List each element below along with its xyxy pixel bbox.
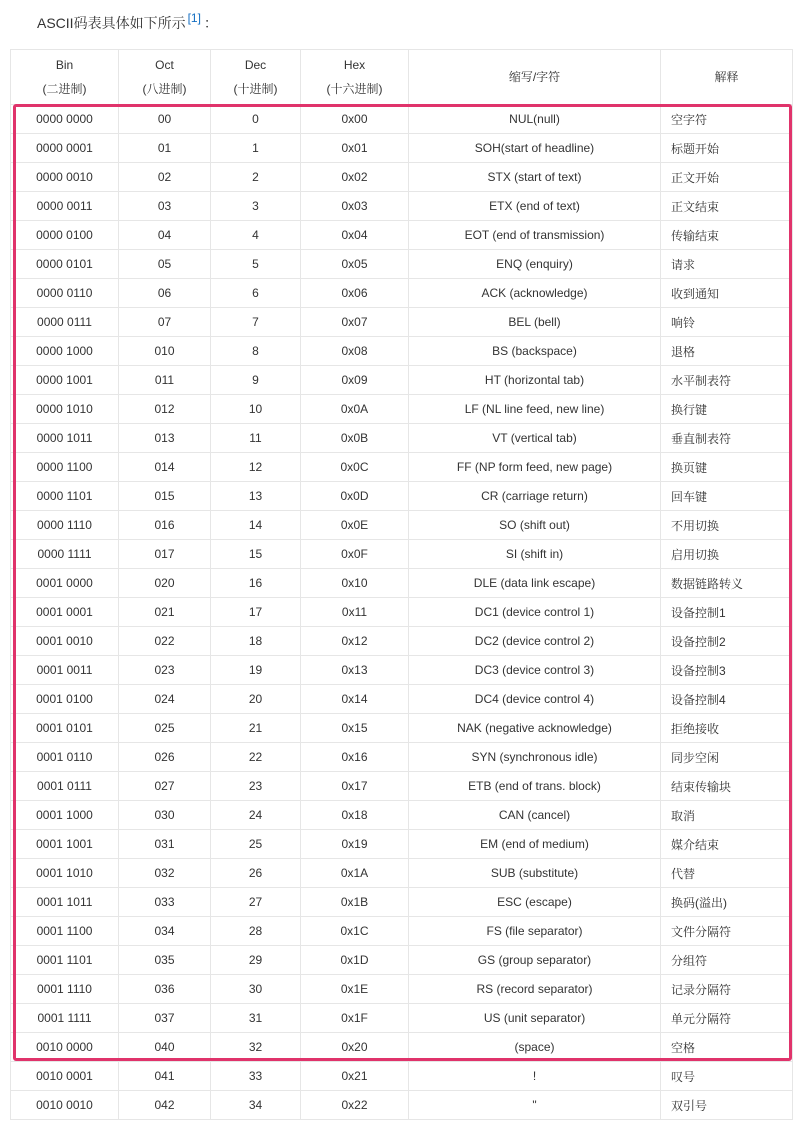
table-row bbox=[11, 134, 793, 163]
cell-hex: 0x1C bbox=[301, 917, 409, 946]
cell-bin: 0000 0100 bbox=[11, 221, 119, 250]
header-abbr-label: 缩写/字符 bbox=[508, 70, 561, 84]
cell-abbr: " bbox=[409, 1091, 661, 1120]
cell-abbr: SO (shift out) bbox=[409, 511, 661, 540]
cell-bin: 0001 1110 bbox=[11, 975, 119, 1004]
cell-abbr: DLE (data link escape) bbox=[409, 569, 661, 598]
cell-oct: 015 bbox=[119, 482, 211, 511]
header-bin-sub: (二进制) bbox=[42, 82, 87, 96]
cell-abbr: ETX (end of text) bbox=[409, 192, 661, 221]
cell-bin: 0001 1100 bbox=[11, 917, 119, 946]
cell-hex: 0x12 bbox=[301, 627, 409, 656]
cell-desc: 空格 bbox=[661, 1033, 793, 1062]
cell-abbr: DC4 (device control 4) bbox=[409, 685, 661, 714]
reference-link[interactable]: [1] bbox=[187, 11, 201, 26]
cell-oct: 014 bbox=[119, 453, 211, 482]
table-row bbox=[11, 569, 793, 598]
table-row bbox=[11, 482, 793, 511]
cell-oct: 025 bbox=[119, 714, 211, 743]
cell-abbr: ! bbox=[409, 1062, 661, 1091]
cell-hex: 0x1D bbox=[301, 946, 409, 975]
cell-desc: 换行键 bbox=[661, 395, 793, 424]
cell-desc: 媒介结束 bbox=[661, 830, 793, 859]
cell-dec: 31 bbox=[211, 1004, 301, 1033]
cell-hex: 0x0C bbox=[301, 453, 409, 482]
cell-desc: 启用切换 bbox=[661, 540, 793, 569]
table-row bbox=[11, 308, 793, 337]
intro-colon: ： bbox=[203, 15, 218, 31]
cell-hex: 0x02 bbox=[301, 163, 409, 192]
table-row bbox=[11, 801, 793, 830]
cell-bin: 0001 0000 bbox=[11, 569, 119, 598]
cell-desc: 文件分隔符 bbox=[661, 917, 793, 946]
cell-desc: 同步空闲 bbox=[661, 743, 793, 772]
cell-abbr: ENQ (enquiry) bbox=[409, 250, 661, 279]
cell-bin: 0001 0001 bbox=[11, 598, 119, 627]
cell-hex: 0x04 bbox=[301, 221, 409, 250]
table-row bbox=[11, 685, 793, 714]
cell-abbr: US (unit separator) bbox=[409, 1004, 661, 1033]
cell-abbr: CAN (cancel) bbox=[409, 801, 661, 830]
cell-abbr: RS (record separator) bbox=[409, 975, 661, 1004]
cell-oct: 023 bbox=[119, 656, 211, 685]
cell-desc: 退格 bbox=[661, 337, 793, 366]
cell-hex: 0x15 bbox=[301, 714, 409, 743]
cell-dec: 10 bbox=[211, 395, 301, 424]
cell-hex: 0x0D bbox=[301, 482, 409, 511]
table-row bbox=[11, 917, 793, 946]
cell-abbr: FS (file separator) bbox=[409, 917, 661, 946]
cell-desc: 标题开始 bbox=[661, 134, 793, 163]
cell-dec: 20 bbox=[211, 685, 301, 714]
cell-hex: 0x0E bbox=[301, 511, 409, 540]
cell-oct: 041 bbox=[119, 1062, 211, 1091]
cell-bin: 0001 1111 bbox=[11, 1004, 119, 1033]
cell-bin: 0000 0001 bbox=[11, 134, 119, 163]
cell-dec: 17 bbox=[211, 598, 301, 627]
header-oct bbox=[119, 50, 211, 105]
cell-oct: 034 bbox=[119, 917, 211, 946]
cell-abbr: EM (end of medium) bbox=[409, 830, 661, 859]
cell-dec: 28 bbox=[211, 917, 301, 946]
table-row bbox=[11, 859, 793, 888]
cell-hex: 0x0B bbox=[301, 424, 409, 453]
cell-bin: 0000 0110 bbox=[11, 279, 119, 308]
cell-hex: 0x1B bbox=[301, 888, 409, 917]
table-row bbox=[11, 888, 793, 917]
table-body bbox=[11, 105, 793, 1120]
cell-hex: 0x06 bbox=[301, 279, 409, 308]
table-row bbox=[11, 395, 793, 424]
table-row bbox=[11, 1033, 793, 1062]
cell-abbr: SUB (substitute) bbox=[409, 859, 661, 888]
table-row bbox=[11, 221, 793, 250]
cell-bin: 0000 0111 bbox=[11, 308, 119, 337]
cell-oct: 01 bbox=[119, 134, 211, 163]
header-hex-sub: (十六进制) bbox=[326, 82, 383, 96]
cell-abbr: NUL(null) bbox=[409, 105, 661, 134]
cell-bin: 0010 0001 bbox=[11, 1062, 119, 1091]
cell-oct: 033 bbox=[119, 888, 211, 917]
cell-abbr: EOT (end of transmission) bbox=[409, 221, 661, 250]
table-row bbox=[11, 598, 793, 627]
cell-dec: 12 bbox=[211, 453, 301, 482]
header-dec bbox=[211, 50, 301, 105]
cell-bin: 0000 1100 bbox=[11, 453, 119, 482]
cell-abbr: VT (vertical tab) bbox=[409, 424, 661, 453]
cell-dec: 2 bbox=[211, 163, 301, 192]
table-row bbox=[11, 627, 793, 656]
cell-abbr: SOH(start of headline) bbox=[409, 134, 661, 163]
cell-hex: 0x01 bbox=[301, 134, 409, 163]
cell-bin: 0001 0111 bbox=[11, 772, 119, 801]
cell-desc: 结束传输块 bbox=[661, 772, 793, 801]
table-row bbox=[11, 511, 793, 540]
cell-abbr: CR (carriage return) bbox=[409, 482, 661, 511]
header-oct-sub: (八进制) bbox=[142, 82, 187, 96]
table-row bbox=[11, 337, 793, 366]
header-desc bbox=[661, 50, 793, 105]
cell-abbr: DC3 (device control 3) bbox=[409, 656, 661, 685]
table-row bbox=[11, 714, 793, 743]
cell-hex: 0x00 bbox=[301, 105, 409, 134]
cell-dec: 18 bbox=[211, 627, 301, 656]
cell-dec: 22 bbox=[211, 743, 301, 772]
cell-oct: 027 bbox=[119, 772, 211, 801]
cell-desc: 正文开始 bbox=[661, 163, 793, 192]
cell-bin: 0001 1011 bbox=[11, 888, 119, 917]
cell-oct: 06 bbox=[119, 279, 211, 308]
cell-bin: 0001 1001 bbox=[11, 830, 119, 859]
cell-desc: 双引号 bbox=[661, 1091, 793, 1120]
table-row bbox=[11, 163, 793, 192]
header-row bbox=[11, 50, 793, 105]
cell-desc: 垂直制表符 bbox=[661, 424, 793, 453]
ascii-table bbox=[10, 49, 793, 1120]
cell-desc: 换页键 bbox=[661, 453, 793, 482]
cell-desc: 水平制表符 bbox=[661, 366, 793, 395]
cell-hex: 0x18 bbox=[301, 801, 409, 830]
cell-oct: 04 bbox=[119, 221, 211, 250]
cell-abbr: NAK (negative acknowledge) bbox=[409, 714, 661, 743]
cell-bin: 0001 0100 bbox=[11, 685, 119, 714]
cell-dec: 19 bbox=[211, 656, 301, 685]
table-row bbox=[11, 772, 793, 801]
cell-dec: 7 bbox=[211, 308, 301, 337]
cell-oct: 07 bbox=[119, 308, 211, 337]
cell-desc: 代替 bbox=[661, 859, 793, 888]
cell-bin: 0000 1011 bbox=[11, 424, 119, 453]
cell-oct: 011 bbox=[119, 366, 211, 395]
cell-oct: 020 bbox=[119, 569, 211, 598]
cell-hex: 0x1E bbox=[301, 975, 409, 1004]
cell-oct: 021 bbox=[119, 598, 211, 627]
cell-desc: 取消 bbox=[661, 801, 793, 830]
table-row bbox=[11, 975, 793, 1004]
cell-dec: 0 bbox=[211, 105, 301, 134]
cell-oct: 030 bbox=[119, 801, 211, 830]
cell-oct: 036 bbox=[119, 975, 211, 1004]
cell-abbr: STX (start of text) bbox=[409, 163, 661, 192]
cell-desc: 单元分隔符 bbox=[661, 1004, 793, 1033]
table-row bbox=[11, 830, 793, 859]
cell-oct: 026 bbox=[119, 743, 211, 772]
cell-hex: 0x05 bbox=[301, 250, 409, 279]
cell-bin: 0001 0010 bbox=[11, 627, 119, 656]
cell-hex: 0x03 bbox=[301, 192, 409, 221]
cell-desc: 设备控制3 bbox=[661, 656, 793, 685]
table-row bbox=[11, 279, 793, 308]
cell-abbr: BS (backspace) bbox=[409, 337, 661, 366]
cell-bin: 0010 0000 bbox=[11, 1033, 119, 1062]
cell-dec: 8 bbox=[211, 337, 301, 366]
cell-bin: 0000 0101 bbox=[11, 250, 119, 279]
cell-abbr: DC1 (device control 1) bbox=[409, 598, 661, 627]
cell-bin: 0000 1010 bbox=[11, 395, 119, 424]
cell-desc: 设备控制4 bbox=[661, 685, 793, 714]
cell-desc: 设备控制2 bbox=[661, 627, 793, 656]
cell-oct: 040 bbox=[119, 1033, 211, 1062]
cell-abbr: HT (horizontal tab) bbox=[409, 366, 661, 395]
cell-hex: 0x09 bbox=[301, 366, 409, 395]
cell-hex: 0x08 bbox=[301, 337, 409, 366]
table-row bbox=[11, 540, 793, 569]
cell-abbr: ETB (end of trans. block) bbox=[409, 772, 661, 801]
cell-bin: 0000 1111 bbox=[11, 540, 119, 569]
cell-bin: 0001 1000 bbox=[11, 801, 119, 830]
cell-hex: 0x17 bbox=[301, 772, 409, 801]
cell-desc: 空字符 bbox=[661, 105, 793, 134]
cell-hex: 0x21 bbox=[301, 1062, 409, 1091]
cell-desc: 请求 bbox=[661, 250, 793, 279]
cell-dec: 1 bbox=[211, 134, 301, 163]
header-bin-label: Bin bbox=[55, 58, 74, 72]
cell-hex: 0x10 bbox=[301, 569, 409, 598]
cell-abbr: ESC (escape) bbox=[409, 888, 661, 917]
cell-hex: 0x11 bbox=[301, 598, 409, 627]
cell-hex: 0x16 bbox=[301, 743, 409, 772]
cell-desc: 分组符 bbox=[661, 946, 793, 975]
cell-desc: 正文结束 bbox=[661, 192, 793, 221]
cell-abbr: BEL (bell) bbox=[409, 308, 661, 337]
cell-oct: 03 bbox=[119, 192, 211, 221]
cell-bin: 0001 1101 bbox=[11, 946, 119, 975]
cell-dec: 25 bbox=[211, 830, 301, 859]
cell-desc: 传输结束 bbox=[661, 221, 793, 250]
table-row bbox=[11, 743, 793, 772]
cell-dec: 30 bbox=[211, 975, 301, 1004]
cell-bin: 0000 1110 bbox=[11, 511, 119, 540]
table-row bbox=[11, 366, 793, 395]
cell-bin: 0000 0010 bbox=[11, 163, 119, 192]
cell-dec: 27 bbox=[211, 888, 301, 917]
cell-dec: 23 bbox=[211, 772, 301, 801]
cell-desc: 收到通知 bbox=[661, 279, 793, 308]
cell-abbr: SYN (synchronous idle) bbox=[409, 743, 661, 772]
table-row bbox=[11, 105, 793, 134]
header-hex bbox=[301, 50, 409, 105]
cell-hex: 0x1A bbox=[301, 859, 409, 888]
cell-desc: 记录分隔符 bbox=[661, 975, 793, 1004]
cell-hex: 0x13 bbox=[301, 656, 409, 685]
cell-dec: 3 bbox=[211, 192, 301, 221]
cell-dec: 9 bbox=[211, 366, 301, 395]
table-row bbox=[11, 192, 793, 221]
cell-desc: 回车键 bbox=[661, 482, 793, 511]
cell-oct: 031 bbox=[119, 830, 211, 859]
cell-hex: 0x20 bbox=[301, 1033, 409, 1062]
cell-dec: 11 bbox=[211, 424, 301, 453]
cell-hex: 0x19 bbox=[301, 830, 409, 859]
table-row bbox=[11, 453, 793, 482]
header-bin bbox=[11, 50, 119, 105]
cell-desc: 响铃 bbox=[661, 308, 793, 337]
cell-desc: 设备控制1 bbox=[661, 598, 793, 627]
cell-dec: 16 bbox=[211, 569, 301, 598]
table-row bbox=[11, 1062, 793, 1091]
cell-hex: 0x22 bbox=[301, 1091, 409, 1120]
cell-oct: 02 bbox=[119, 163, 211, 192]
cell-dec: 13 bbox=[211, 482, 301, 511]
cell-dec: 24 bbox=[211, 801, 301, 830]
cell-oct: 010 bbox=[119, 337, 211, 366]
cell-bin: 0000 1001 bbox=[11, 366, 119, 395]
cell-abbr: FF (NP form feed, new page) bbox=[409, 453, 661, 482]
cell-oct: 032 bbox=[119, 859, 211, 888]
cell-oct: 05 bbox=[119, 250, 211, 279]
cell-dec: 6 bbox=[211, 279, 301, 308]
cell-oct: 037 bbox=[119, 1004, 211, 1033]
cell-dec: 5 bbox=[211, 250, 301, 279]
cell-abbr: GS (group separator) bbox=[409, 946, 661, 975]
cell-desc: 拒绝接收 bbox=[661, 714, 793, 743]
cell-bin: 0001 1010 bbox=[11, 859, 119, 888]
table-row bbox=[11, 1004, 793, 1033]
table-row bbox=[11, 1091, 793, 1120]
cell-dec: 21 bbox=[211, 714, 301, 743]
table-header bbox=[11, 50, 793, 105]
table-row bbox=[11, 424, 793, 453]
cell-bin: 0000 0011 bbox=[11, 192, 119, 221]
cell-desc: 叹号 bbox=[661, 1062, 793, 1091]
cell-hex: 0x0F bbox=[301, 540, 409, 569]
cell-bin: 0000 1000 bbox=[11, 337, 119, 366]
cell-oct: 013 bbox=[119, 424, 211, 453]
table-row bbox=[11, 656, 793, 685]
cell-bin: 0010 0010 bbox=[11, 1091, 119, 1120]
cell-desc: 数据链路转义 bbox=[661, 569, 793, 598]
cell-dec: 4 bbox=[211, 221, 301, 250]
cell-desc: 换码(溢出) bbox=[661, 888, 793, 917]
cell-dec: 34 bbox=[211, 1091, 301, 1120]
cell-dec: 33 bbox=[211, 1062, 301, 1091]
cell-abbr: (space) bbox=[409, 1033, 661, 1062]
cell-oct: 035 bbox=[119, 946, 211, 975]
cell-bin: 0000 0000 bbox=[11, 105, 119, 134]
cell-bin: 0000 1101 bbox=[11, 482, 119, 511]
cell-oct: 024 bbox=[119, 685, 211, 714]
intro-text: ASCII码表具体如下所示 bbox=[37, 15, 186, 31]
cell-oct: 042 bbox=[119, 1091, 211, 1120]
cell-oct: 012 bbox=[119, 395, 211, 424]
cell-dec: 26 bbox=[211, 859, 301, 888]
intro-line bbox=[37, 12, 218, 34]
header-desc-label: 解释 bbox=[714, 70, 739, 84]
header-dec-label: Dec bbox=[244, 58, 267, 72]
cell-desc: 不用切换 bbox=[661, 511, 793, 540]
cell-dec: 15 bbox=[211, 540, 301, 569]
cell-hex: 0x1F bbox=[301, 1004, 409, 1033]
header-abbr bbox=[409, 50, 661, 105]
cell-oct: 017 bbox=[119, 540, 211, 569]
cell-dec: 29 bbox=[211, 946, 301, 975]
cell-hex: 0x14 bbox=[301, 685, 409, 714]
cell-oct: 016 bbox=[119, 511, 211, 540]
cell-abbr: DC2 (device control 2) bbox=[409, 627, 661, 656]
cell-bin: 0001 0011 bbox=[11, 656, 119, 685]
cell-abbr: ACK (acknowledge) bbox=[409, 279, 661, 308]
cell-hex: 0x07 bbox=[301, 308, 409, 337]
table-row bbox=[11, 946, 793, 975]
header-dec-sub: (十进制) bbox=[233, 82, 278, 96]
table-row bbox=[11, 250, 793, 279]
header-oct-label: Oct bbox=[155, 58, 174, 72]
cell-dec: 14 bbox=[211, 511, 301, 540]
cell-oct: 022 bbox=[119, 627, 211, 656]
cell-bin: 0001 0110 bbox=[11, 743, 119, 772]
header-hex-label: Hex bbox=[343, 58, 366, 72]
cell-abbr: SI (shift in) bbox=[409, 540, 661, 569]
cell-hex: 0x0A bbox=[301, 395, 409, 424]
cell-oct: 00 bbox=[119, 105, 211, 134]
cell-abbr: LF (NL line feed, new line) bbox=[409, 395, 661, 424]
cell-bin: 0001 0101 bbox=[11, 714, 119, 743]
cell-dec: 32 bbox=[211, 1033, 301, 1062]
